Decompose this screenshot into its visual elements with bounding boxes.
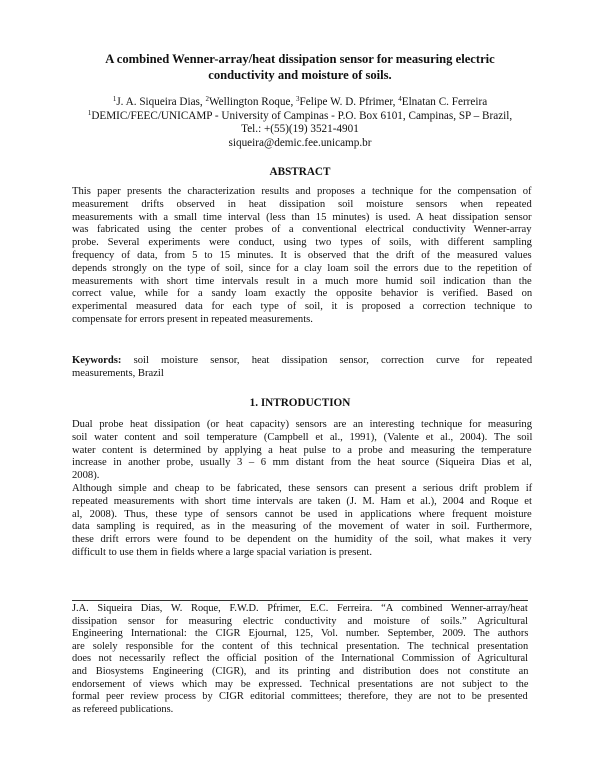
author-name: Felipe W. D. Pfrimer, xyxy=(299,96,399,108)
keywords-label: Keywords: xyxy=(72,355,122,366)
affiliation-text: DEMIC/FEEC/UNICAMP - University of Campinas - P.O. Box 6101, Campinas, SP – Brazil, xyxy=(91,109,513,122)
author-name: Elnatan C. Ferreira xyxy=(401,96,488,108)
introduction-line: Although simple and cheap to be fabricated, these sensors can present a serious drift problem if xyxy=(72,482,533,494)
paper-title xyxy=(60,51,540,83)
abstract-line: measurement drifts observed in heat dissipation soil moisture sensors when repeated xyxy=(72,198,532,210)
introduction-line: soil water content and soil temperature (Campbell et al., 1991), (Valente et al., 2004). The soil xyxy=(72,431,533,443)
footer-line: Engineering International: the CIGR Ejournal, 125, Vol. number. September, 2009. The authors xyxy=(72,628,529,640)
phone: Tel.: +(55)(19) 3521-4901 xyxy=(241,123,359,135)
footer-line: as refereed publications. xyxy=(72,703,174,715)
author-marker: 1 xyxy=(112,95,117,103)
author-marker: 2 xyxy=(205,95,209,103)
introduction-line: difficult to use them in fields where a large spacial variation is present. xyxy=(72,546,372,558)
introduction-line: 2008). xyxy=(72,470,100,482)
abstract-heading: ABSTRACT xyxy=(269,166,331,178)
author-marker: 4 xyxy=(398,95,402,103)
footer-line: endorsement of views which may be expressed. Technical presentations are not subject to the xyxy=(72,678,529,690)
author-name: J. A. Siqueira Dias, xyxy=(116,96,206,108)
footer-line: are solely responsible for the content of this technical presentation. The technical presentation xyxy=(72,640,529,652)
footer-line: and Biosystems Engineering (CIGR), and its printing and distribution does not constitute an xyxy=(72,665,529,677)
abstract-line: depends strongly on the type of soil, since for a clay loam soil the errors due to the repetition of xyxy=(72,262,532,274)
citation-footer xyxy=(72,603,528,716)
abstract-line: probe. Several experiments were conduct, using two types of soils, with different sampling xyxy=(72,237,532,249)
footer-divider xyxy=(72,600,528,601)
keywords xyxy=(72,355,532,381)
introduction-line: increase in another probe, usually 3 – 6 mm distant from the heat source (Siqueira Dias et al, xyxy=(72,457,532,469)
author-marker: 3 xyxy=(296,95,300,103)
introduction-line: water content is determined by applying a heat pulse to a probe and measuring the temperature xyxy=(72,444,532,456)
introduction-line: Dual probe heat dissipation (or heat capacity) sensors are an interesting technique for measuring xyxy=(72,419,533,430)
title-line: conductivity and moisture of soils. xyxy=(208,68,392,82)
footer-line: does not necessarily reflect the official position of the International Commission of Agricultural xyxy=(72,653,529,665)
author-name: Wellington Roque, xyxy=(209,96,297,108)
keywords-line xyxy=(72,355,532,368)
abstract-line: correct value, while for a sandy loam exactly the opposite behavior is verified. Based on xyxy=(72,288,533,300)
affiliation-marker: 1 xyxy=(87,108,92,117)
footer-line: dissipation sensor for measuring electric conductivity and moisture of soils.” Agricultural xyxy=(72,615,528,627)
email: siqueira@demic.fee.unicamp.br xyxy=(228,136,372,149)
introduction-heading: 1. INTRODUCTION xyxy=(249,397,351,409)
abstract-line: was fabricated using the center probes of a conventional electrical conductivity Wenner-array xyxy=(72,224,532,236)
introduction-line: repeated measurements with short time intervals are taken (J. M. Ham et al.), 2004 and Roque et xyxy=(72,495,532,507)
author-list xyxy=(40,96,560,110)
author-block xyxy=(40,96,560,150)
abstract-line: This paper presents the characterization results and proposes a technique for the compensation of xyxy=(72,186,532,197)
keywords-text: soil moisture sensor, heat dissipation sensor, correction curve for repeated xyxy=(121,355,533,366)
introduction-body xyxy=(72,419,532,560)
introduction-line: data sampling is required, as in the measuring of the movement of water in soil. Furthermore, xyxy=(72,521,532,533)
keywords-line: measurements, Brazil xyxy=(72,367,164,379)
title-line: A combined Wenner-array/heat dissipation sensor for measuring electric xyxy=(105,52,495,66)
abstract-line: compensate for errors present in repeated measurements. xyxy=(72,313,313,325)
introduction-line: al, 2008). Thus, these type of sensors cannot be used in applications where frequent moisture xyxy=(72,508,532,520)
affiliation xyxy=(40,110,560,124)
abstract-body xyxy=(72,186,532,327)
abstract-line: experimental measured data for each type of soil, it is proposed a correction technique to xyxy=(72,301,533,313)
abstract-line: frequency of data, from 5 to 15 minutes. It is observed that the drift of the measured values xyxy=(72,249,532,261)
abstract-line: measurements with a small time interval (less than 15 minutes) is used. A heat dissipation sensor xyxy=(72,211,532,223)
footer-line: formal peer review process by CIGR editorial committees; therefore, they are not to be presented xyxy=(72,691,528,703)
footer-line: J.A. Siqueira Dias, W. Roque, F.W.D. Pfrimer, E.C. Ferreira. “A combined Wenner-array/heat xyxy=(72,603,528,614)
introduction-line: these drift errors were found to be dependent on the humidity of the soil, what makes it very xyxy=(72,534,532,546)
abstract-line: measurements with short time intervals result in a much more humid soil indication than the xyxy=(72,275,532,287)
